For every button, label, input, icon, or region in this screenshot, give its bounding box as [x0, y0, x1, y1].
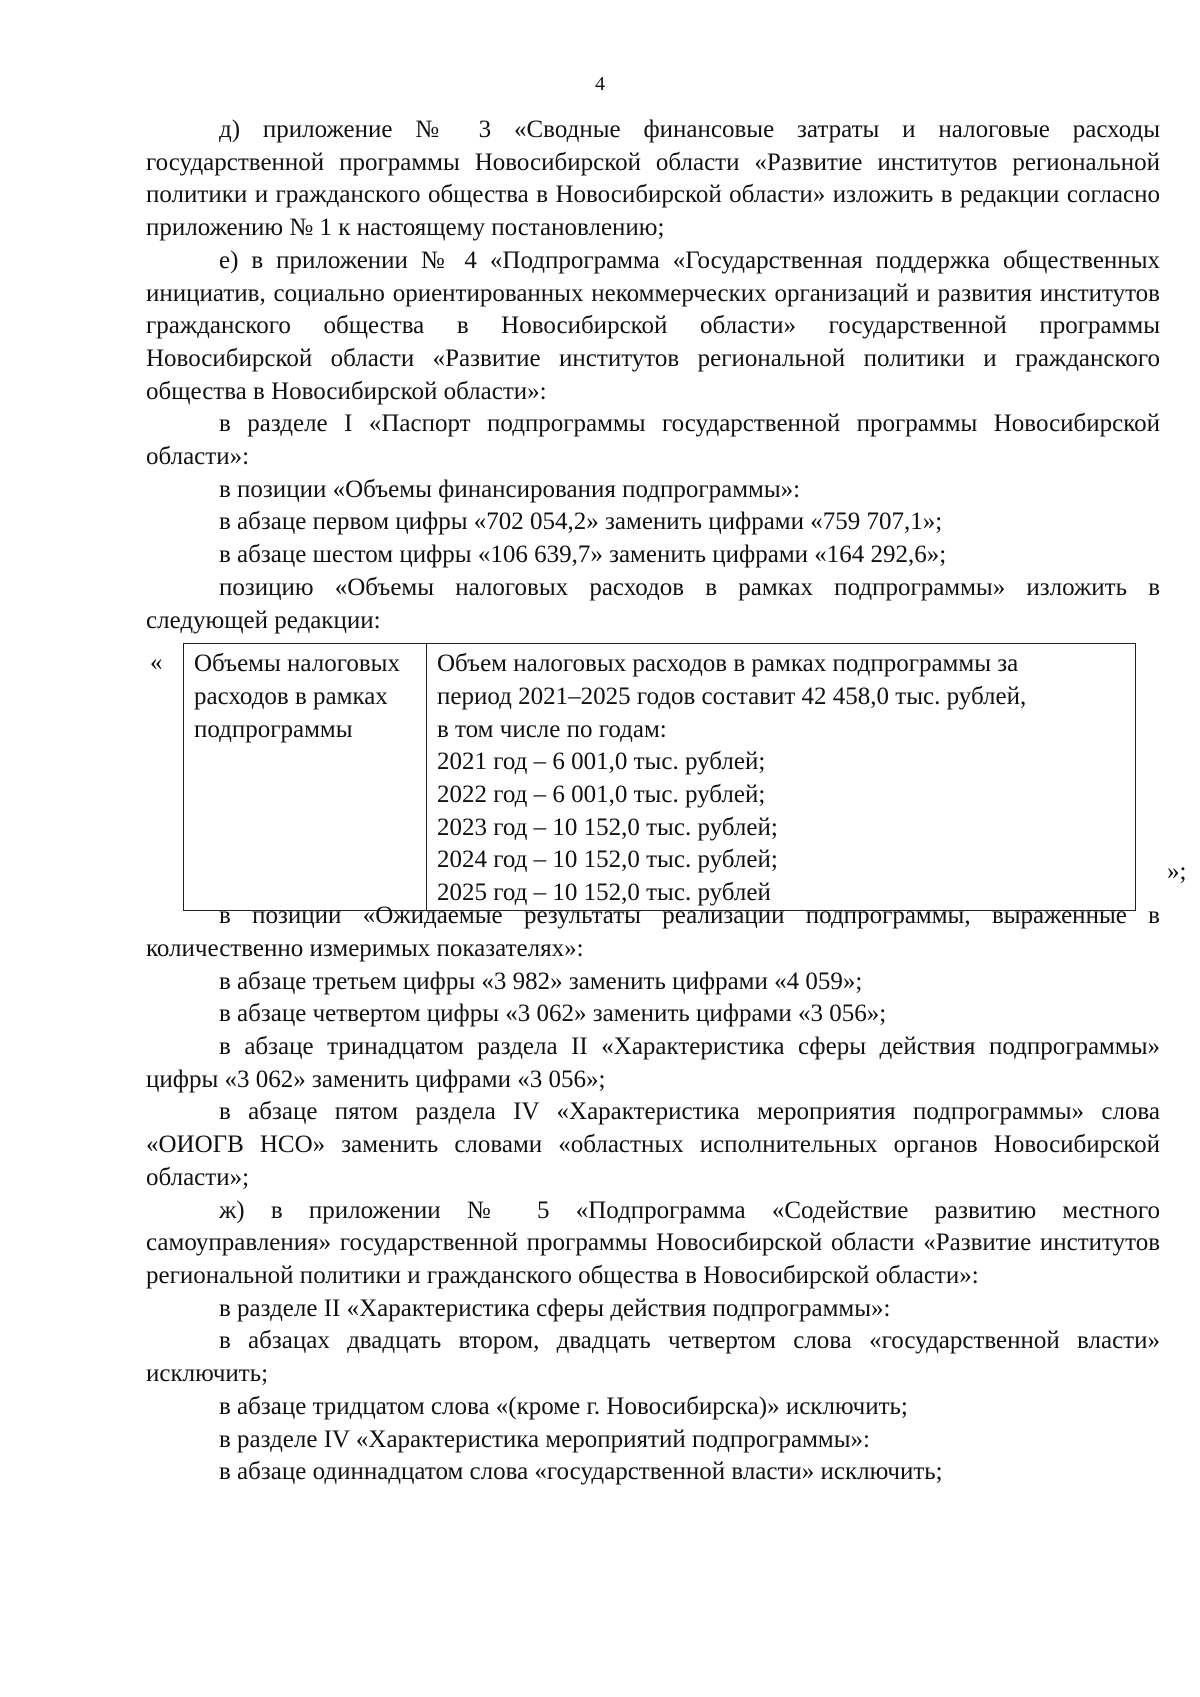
paragraph-thirteenth-abzats: в абзаце тринадцатом раздела II «Характеристика сферы действия подпрограммы» цифры «3 062» заменить цифрами «3 056»;	[146, 1033, 1160, 1093]
left-cell-line: налоговых	[287, 650, 400, 678]
paragraph-22-24-abzats: в абзацах двадцать втором, двадцать четвертом слова «государственной власти» исключить;	[146, 1327, 1160, 1388]
left-cell-line: Объемы	[194, 650, 281, 678]
paragraph-third-abzats: в абзаце третьем цифры «3 982» заменить цифрами «4 059»;	[219, 967, 863, 995]
tax-expenses-table	[183, 643, 1136, 911]
table-right-cell	[427, 644, 1136, 911]
close-quote: »;	[1167, 857, 1187, 885]
page-number: 4	[595, 73, 605, 95]
open-quote: «	[150, 649, 163, 677]
paragraph-30-abzats: в абзаце тридцатом слова «(кроме г. Новосибирска)» исключить;	[219, 1392, 908, 1420]
paragraph-section-iv: в разделе IV «Характеристика мероприятий подпрограммы»:	[219, 1425, 870, 1453]
table-row	[184, 644, 1136, 911]
right-cell-line: 2024 год – 10 152,0 тыс. рублей;	[437, 846, 778, 874]
right-cell-line: 2022 год – 6 001,0 тыс. рублей;	[437, 781, 766, 809]
paragraph-financing-position: в позиции «Объемы финансирования подпрограммы»:	[219, 475, 801, 503]
table-left-cell	[184, 644, 427, 911]
right-cell-line: 2023 год – 10 152,0 тыс. рублей;	[437, 813, 778, 841]
paragraph-e: е) в приложении № 4 «Подпрограмма «Государственная поддержка общественных инициатив, социально ориентированных некоммерческих организаций и развития институтов гражданского общества в Новосибирской области» государственной программы Новосибирской области «Развитие институтов региональной политики и гражданского общества в Новосибирской области»:	[146, 246, 1160, 405]
document-body	[146, 114, 1187, 1489]
right-cell-line: Объем налоговых расходов в рамках подпрограммы за	[437, 650, 1019, 678]
insert-table-block	[146, 643, 1187, 907]
paragraph-fifth-abzats-section-iv: в абзаце пятом раздела IV «Характеристика мероприятия подпрограммы» слова «ОИОГВ НСО» заменить словами «областных исполнительных органов Новосибирской области»;	[146, 1098, 1160, 1191]
right-cell-line: 2025 год – 10 152,0 тыс. рублей	[437, 879, 771, 907]
left-cell-line: в рамках	[294, 682, 388, 710]
right-cell-line: период 2021–2025 годов составит 42 458,0 тыс. рублей,	[437, 682, 1027, 710]
paragraph-fourth-abzats: в абзаце четвертом цифры «3 062» заменить цифрами «3 056»;	[219, 1000, 887, 1028]
paragraph-tax-position: позицию «Объемы налоговых расходов в рамках подпрограммы» изложить в следующей редакции:	[146, 573, 1160, 634]
paragraph-d: д) приложение № 3 «Сводные финансовые затраты и налоговые расходы государственной программы Новосибирской области «Развитие институтов региональной политики и гражданского общества в Новосибирской области» изложить в редакции согласно приложению № 1 к настоящему постановлению;	[146, 116, 1160, 242]
paragraph-first-abzats: в абзаце первом цифры «702 054,2» заменить цифрами «759 707,1»;	[219, 508, 943, 536]
left-cell-line: расходов	[194, 682, 289, 710]
paragraph-expected-results: в позиции «Ожидаемые результаты реализации подпрограммы, выраженные в количественно измеримых показателях»:	[146, 902, 1160, 962]
paragraph-section-i: в разделе I «Паспорт подпрограммы государственной программы Новосибирской области»:	[146, 410, 1160, 471]
paragraph-section-ii: в разделе II «Характеристика сферы действия подпрограммы»:	[219, 1294, 891, 1322]
paragraph-zh: ж) в приложении № 5 «Подпрограмма «Содействие развитию местного самоуправления» государственной программы Новосибирской области «Развитие институтов региональной политики и гражданского общества в Новосибирской области»:	[146, 1196, 1160, 1289]
left-cell-line: подпрограммы	[194, 715, 353, 743]
paragraph-11-abzats: в абзаце одиннадцатом слова «государственной власти» исключить;	[219, 1458, 943, 1486]
right-cell-line: 2021 год – 6 001,0 тыс. рублей;	[437, 748, 766, 776]
right-cell-line: в том числе по годам:	[437, 715, 667, 743]
paragraph-sixth-abzats: в абзаце шестом цифры «106 639,7» заменить цифрами «164 292,6»;	[219, 541, 947, 569]
